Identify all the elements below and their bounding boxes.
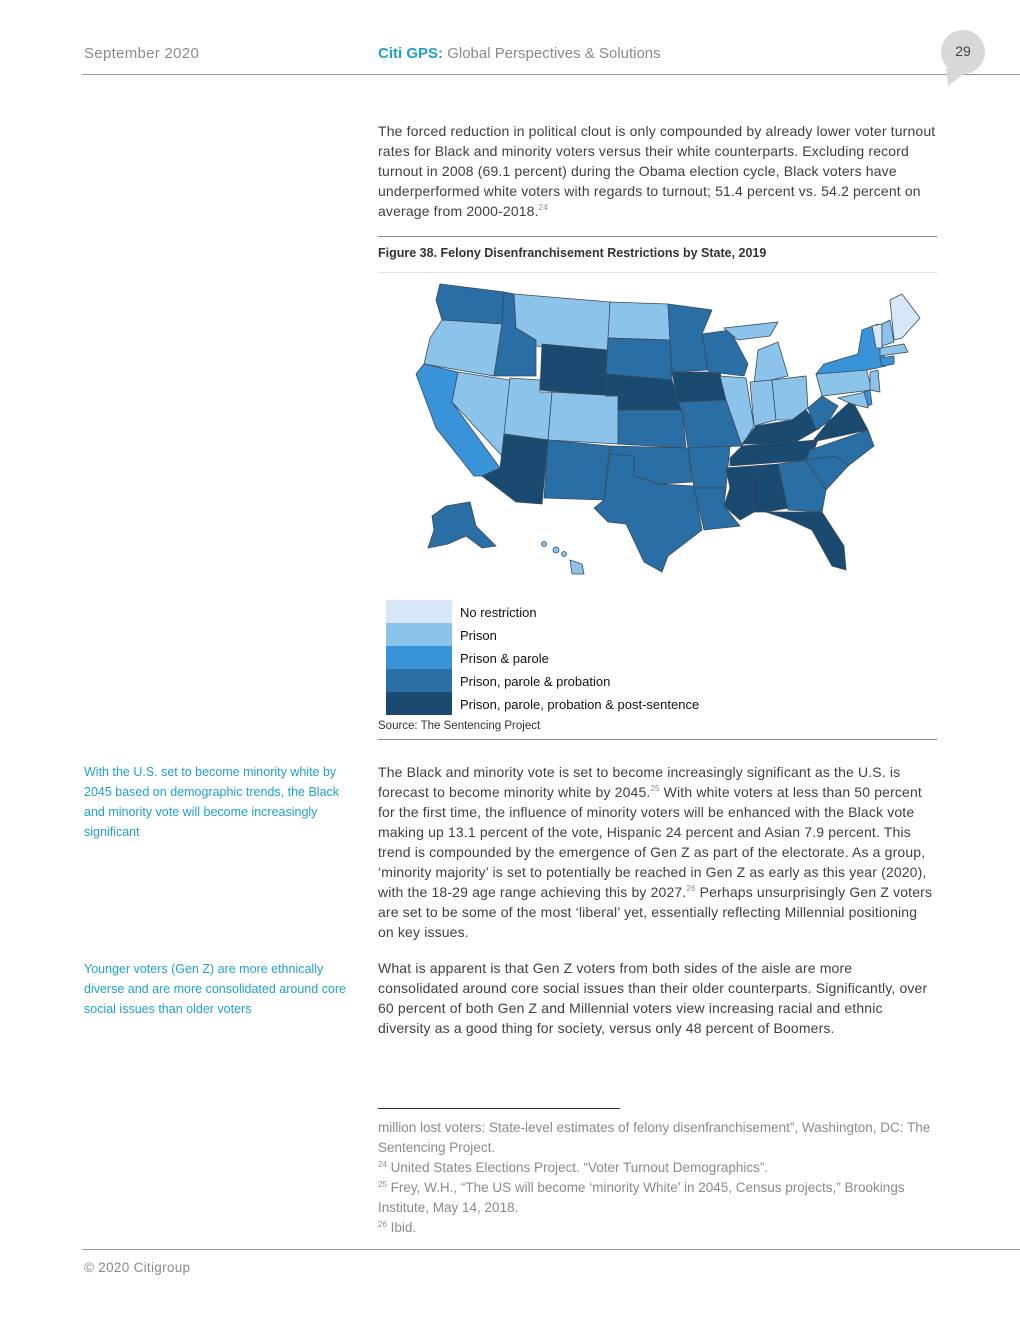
state-hawaii-islet-a <box>542 542 547 547</box>
state-hawaii-islet-c <box>562 552 567 557</box>
header-date: September 2020 <box>84 45 200 62</box>
brand-name: Citi GPS: <box>378 45 444 62</box>
brand-tagline: Global Perspectives & Solutions <box>447 45 661 62</box>
state-indiana <box>750 380 776 426</box>
legend-swatch-prison-parole-probation <box>386 669 452 692</box>
figure-source: Source: The Sentencing Project <box>378 720 541 732</box>
state-alaska <box>428 502 496 548</box>
header-brand <box>378 45 661 62</box>
state-north-dakota <box>608 302 670 340</box>
figure-top-rule <box>378 236 937 237</box>
state-connecticut <box>880 356 894 366</box>
legend-label: Prison <box>460 628 497 643</box>
legend-label: Prison & parole <box>460 651 549 666</box>
legend-swatch-prison-parole <box>386 646 452 669</box>
state-new-jersey <box>870 370 880 392</box>
legend-swatch-prison <box>386 623 452 646</box>
state-florida <box>766 512 846 570</box>
sidenote-minority-white: With the U.S. set to become minority white by 2045 based on demographic trends, the Black and minority vote will become increasingly significant <box>84 765 340 839</box>
legend-label: No restriction <box>460 605 537 620</box>
page-number: 29 <box>955 43 971 59</box>
footnote-24-number: 24 <box>378 1160 387 1169</box>
paragraph-minority-vote-part3: Perhaps unsurprisingly Gen Z voters are set to be some of the most ‘liberal’ yet, essentially reflecting Millennial positioning on key issues. <box>378 884 933 940</box>
paragraph-minority-vote-part1: The Black and minority vote is set to become increasingly significant as the U.S. is forecast to become minority white by 2045. <box>378 764 901 800</box>
footnote-25-text: Frey, W.H., “The US will become ‘minority White’ in 2045, Census projects,” Brookings Institute, May 14, 2018. <box>378 1180 905 1215</box>
legend-swatch-post-sentence <box>386 692 452 715</box>
state-new-mexico <box>544 440 610 500</box>
intro-paragraph <box>378 121 936 221</box>
legend-swatch-no-restriction <box>386 600 452 623</box>
footnote-25 <box>378 1178 938 1218</box>
footnote-25-number: 25 <box>378 1180 387 1189</box>
state-arkansas <box>688 446 730 488</box>
paragraph-gen-z: What is apparent is that Gen Z voters from both sides of the aisle are more consolidated around core social issues than their older counterparts. Significantly, over 60 percent of both Gen Z and Millennial voters view increasing racial and ethnic diversity as a good thing for society, versus only 48 percent of Boomers. <box>378 960 928 1036</box>
intro-paragraph-text: The forced reduction in political clout is only compounded by already lower voter turnout rates for Black and minority voters versus their white counterparts. Excluding record turnout in 2008 (69.1 percent) during the Obama election cycle, Black voters have underperformed white voters with regards to turnout; 51.4 percent vs. 54.2 percent on average from 2000-2018. <box>378 123 936 219</box>
state-south-dakota <box>606 338 672 380</box>
state-washington <box>436 284 504 324</box>
footnote-ref-24[interactable]: 24 <box>538 203 548 212</box>
footer-copyright: © 2020 Citigroup <box>84 1260 191 1275</box>
state-wyoming <box>540 344 608 396</box>
state-massachusetts <box>880 344 908 356</box>
footnote-26-number: 26 <box>378 1220 387 1229</box>
state-michigan <box>754 342 788 384</box>
figure-title-rule <box>378 272 937 273</box>
state-hawaii <box>570 560 584 574</box>
us-states-map <box>412 280 932 580</box>
footnote-26 <box>378 1218 938 1238</box>
footer-rule <box>82 1249 1020 1250</box>
figure-bottom-rule <box>378 739 937 740</box>
legend-label: Prison, parole, probation & post-sentence <box>460 697 700 712</box>
legend-label: Prison, parole & probation <box>460 674 611 689</box>
sidenote-gen-z: Younger voters (Gen Z) are more ethnically diverse and are more consolidated around core social issues than older voters <box>84 962 346 1016</box>
state-kansas <box>618 410 686 448</box>
state-colorado <box>548 392 620 444</box>
paragraph-minority-vote-part2: With white voters at less than 50 percent for the first time, the influence of minority voters will be enhanced with the Black vote making up 13.1 percent of the vote, Hispanic 24 percent and Asian 7.9 percent. This trend is compounded by the emergence of Gen Z as part of the electorate. As a group, ‘minority majority’ is set to potentially be reached in Gen Z as early as this year (2020), with the 18-29 age range achieving this by 2027. <box>378 784 927 900</box>
footnote-24-text: United States Elections Project. “Voter Turnout Demographics”. <box>386 1160 769 1175</box>
footnote-ref-26[interactable]: 26 <box>686 884 696 893</box>
page-number-badge <box>940 30 986 76</box>
footnotes <box>378 1118 938 1238</box>
footnote-rule <box>378 1108 620 1109</box>
footnote-26-text: Ibid. <box>386 1220 417 1235</box>
state-maine <box>890 294 920 340</box>
state-hawaii-islet-b <box>553 547 559 553</box>
state-iowa <box>672 372 726 402</box>
figure-title: Figure 38. Felony Disenfranchisement Restrictions by State, 2019 <box>378 246 767 260</box>
footnote-24 <box>378 1158 938 1178</box>
paragraph-minority-vote <box>378 762 936 942</box>
header-rule <box>82 74 1020 75</box>
footnote-continued: million lost voters: State-level estimates of felony disenfranchisement”, Washington, DC: The Sentencing Project. <box>378 1120 931 1155</box>
footnote-ref-25[interactable]: 25 <box>650 784 660 793</box>
